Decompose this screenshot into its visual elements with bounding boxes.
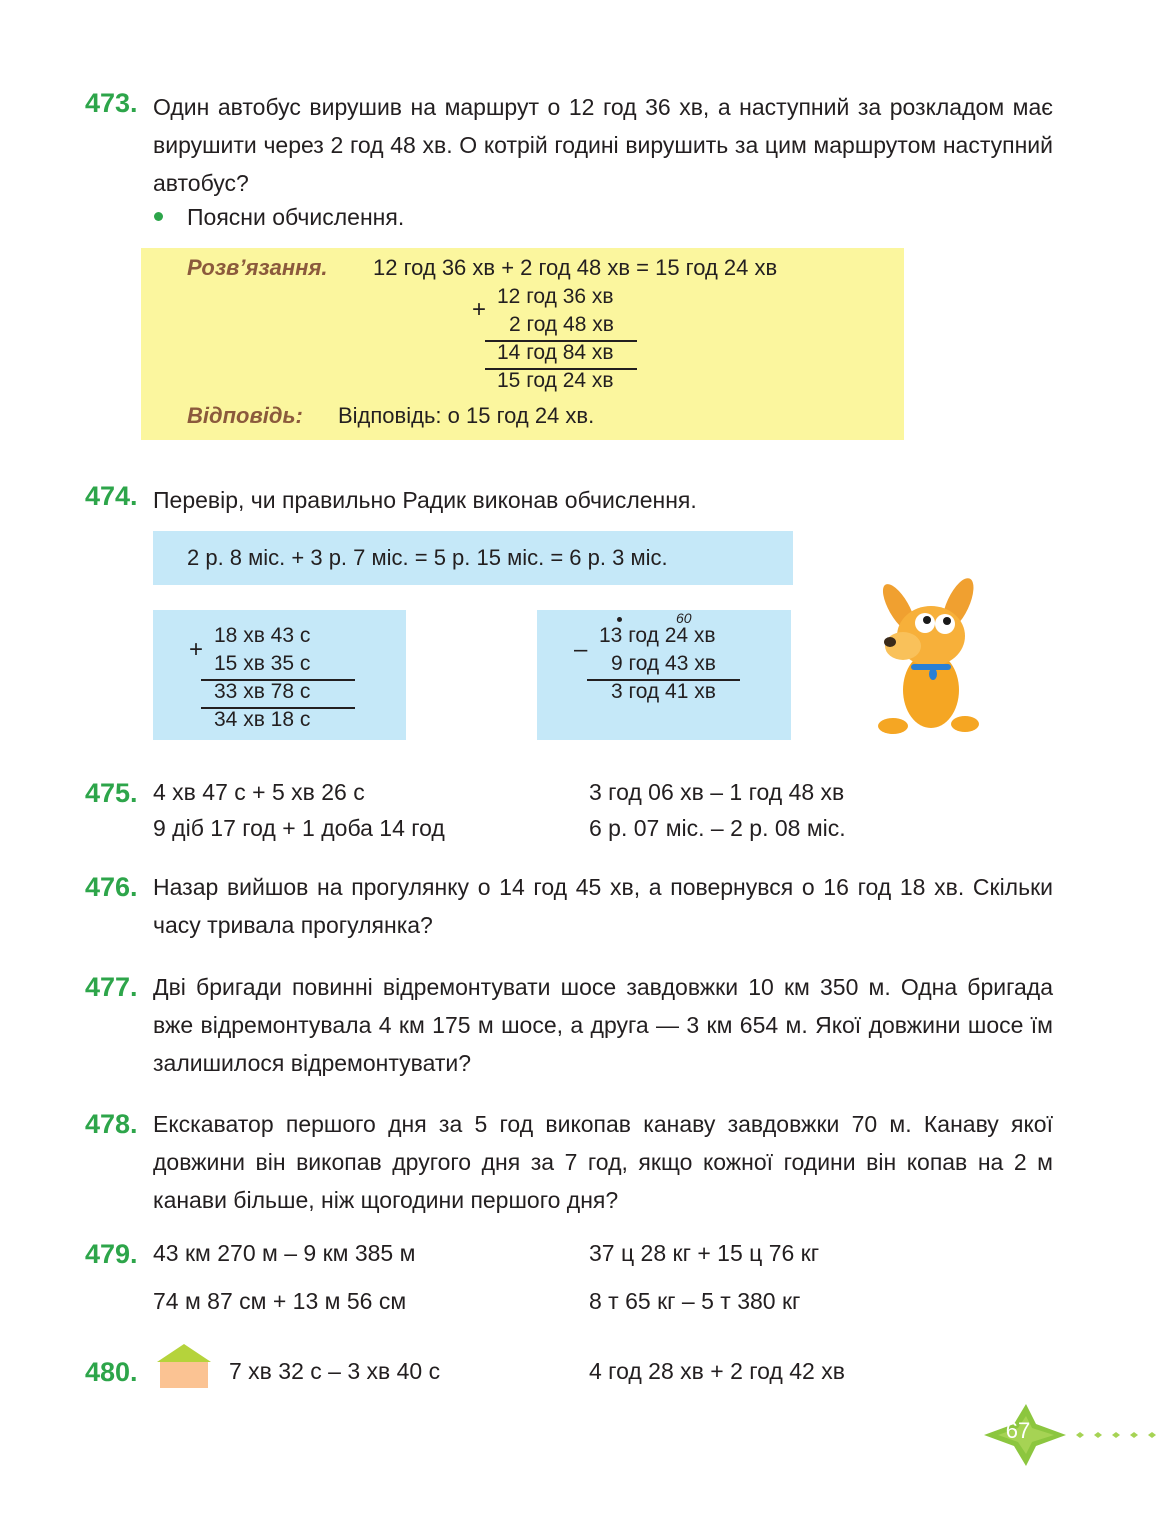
- column-result: 15 год 24 хв: [497, 369, 614, 392]
- borrow-dot: [617, 617, 622, 622]
- column-result: 34 хв 18 с: [214, 708, 311, 731]
- borrow-mark: 60: [676, 610, 692, 626]
- exercise-text: Перевір, чи правильно Радик виконав обчислення.: [153, 487, 697, 513]
- column-addend: 15 хв 35 с: [214, 652, 311, 675]
- exercise-text: Один автобус вирушив на маршрут о 12 год 36 хв, а наступний за розкладом має вирушити через 2 год 48 хв. О котрій годині вирушить за цим маршрутом наступний автобус?: [153, 94, 1053, 196]
- column-addend: 2 год 48 хв: [509, 313, 614, 336]
- exercise-number: 474.: [85, 481, 138, 511]
- exercise-number: 475.: [85, 778, 138, 808]
- column-minuend: 13 год 24 хв: [599, 624, 716, 647]
- column-result: 3 год 41 хв: [611, 680, 716, 703]
- exercise-number: 473.: [85, 88, 138, 118]
- exercise-number: 476.: [85, 872, 138, 902]
- column-addend: 12 год 36 хв: [497, 285, 614, 308]
- expression: 43 км 270 м – 9 км 385 м: [153, 1240, 416, 1266]
- house-icon: [155, 1342, 213, 1390]
- expression: 9 діб 17 год + 1 доба 14 год: [153, 815, 445, 841]
- answer-text: Відповідь: о 15 год 24 хв.: [338, 403, 595, 428]
- expression: 6 р. 07 міс. – 2 р. 08 міс.: [589, 815, 846, 841]
- exercise-text: Назар вийшов на прогулянку о 14 год 45 хв, а повернувся о 16 год 18 хв. Скільки часу тривала прогулянка?: [153, 874, 1053, 938]
- exercise-text: Екскаватор першого дня за 5 год викопав канаву завдовжки 70 м. Канаву якої довжини він викопав другого дня за 7 год, якщо кожної години він копав на 2 м канави більше, ніж щогодини першого дня?: [153, 1111, 1053, 1213]
- expression: 3 год 06 хв – 1 год 48 хв: [589, 779, 845, 805]
- expression: 37 ц 28 кг + 15 ц 76 кг: [589, 1240, 820, 1266]
- column-sum: 14 год 84 хв: [497, 341, 614, 364]
- expression: 7 хв 32 с – 3 хв 40 с: [229, 1358, 441, 1384]
- exercise-number: 480.: [85, 1357, 138, 1387]
- expression: 4 хв 47 с + 5 хв 26 с: [153, 779, 365, 805]
- exercise-text: Дві бригади повинні відремонтувати шосе завдовжки 10 км 350 м. Одна бригада вже відремонтувала 4 км 175 м шосе, а друга — 3 км 654 м. Якої довжини шосе їм залишилося відремонтувати?: [153, 974, 1053, 1076]
- minus-sign: –: [574, 636, 588, 663]
- equation: 2 р. 8 міс. + 3 р. 7 міс. = 5 р. 15 міс. = 6 р. 3 міс.: [187, 545, 668, 570]
- solution-label: Розв’язання.: [187, 255, 328, 280]
- exercise-number: 479.: [85, 1239, 138, 1269]
- bullet-icon: [154, 212, 163, 221]
- column-addend: 18 хв 43 с: [214, 624, 311, 647]
- exercise-number: 478.: [85, 1109, 138, 1139]
- page-number: 67: [1005, 1418, 1031, 1443]
- column-sum: 33 хв 78 с: [214, 680, 311, 703]
- bullet-text: Поясни обчислення.: [187, 204, 405, 230]
- dog-mascot-icon: [873, 578, 985, 738]
- plus-sign: +: [189, 636, 204, 663]
- solution-equation: 12 год 36 хв + 2 год 48 хв = 15 год 24 хв: [373, 255, 778, 280]
- expression: 8 т 65 кг – 5 т 380 кг: [589, 1288, 801, 1314]
- plus-sign: +: [472, 296, 487, 323]
- answer-label: Відповідь:: [187, 403, 303, 428]
- expression: 4 год 28 хв + 2 год 42 хв: [589, 1358, 845, 1384]
- expression: 74 м 87 см + 13 м 56 см: [153, 1288, 407, 1314]
- exercise-number: 477.: [85, 972, 138, 1002]
- column-subtrahend: 9 год 43 хв: [611, 652, 716, 675]
